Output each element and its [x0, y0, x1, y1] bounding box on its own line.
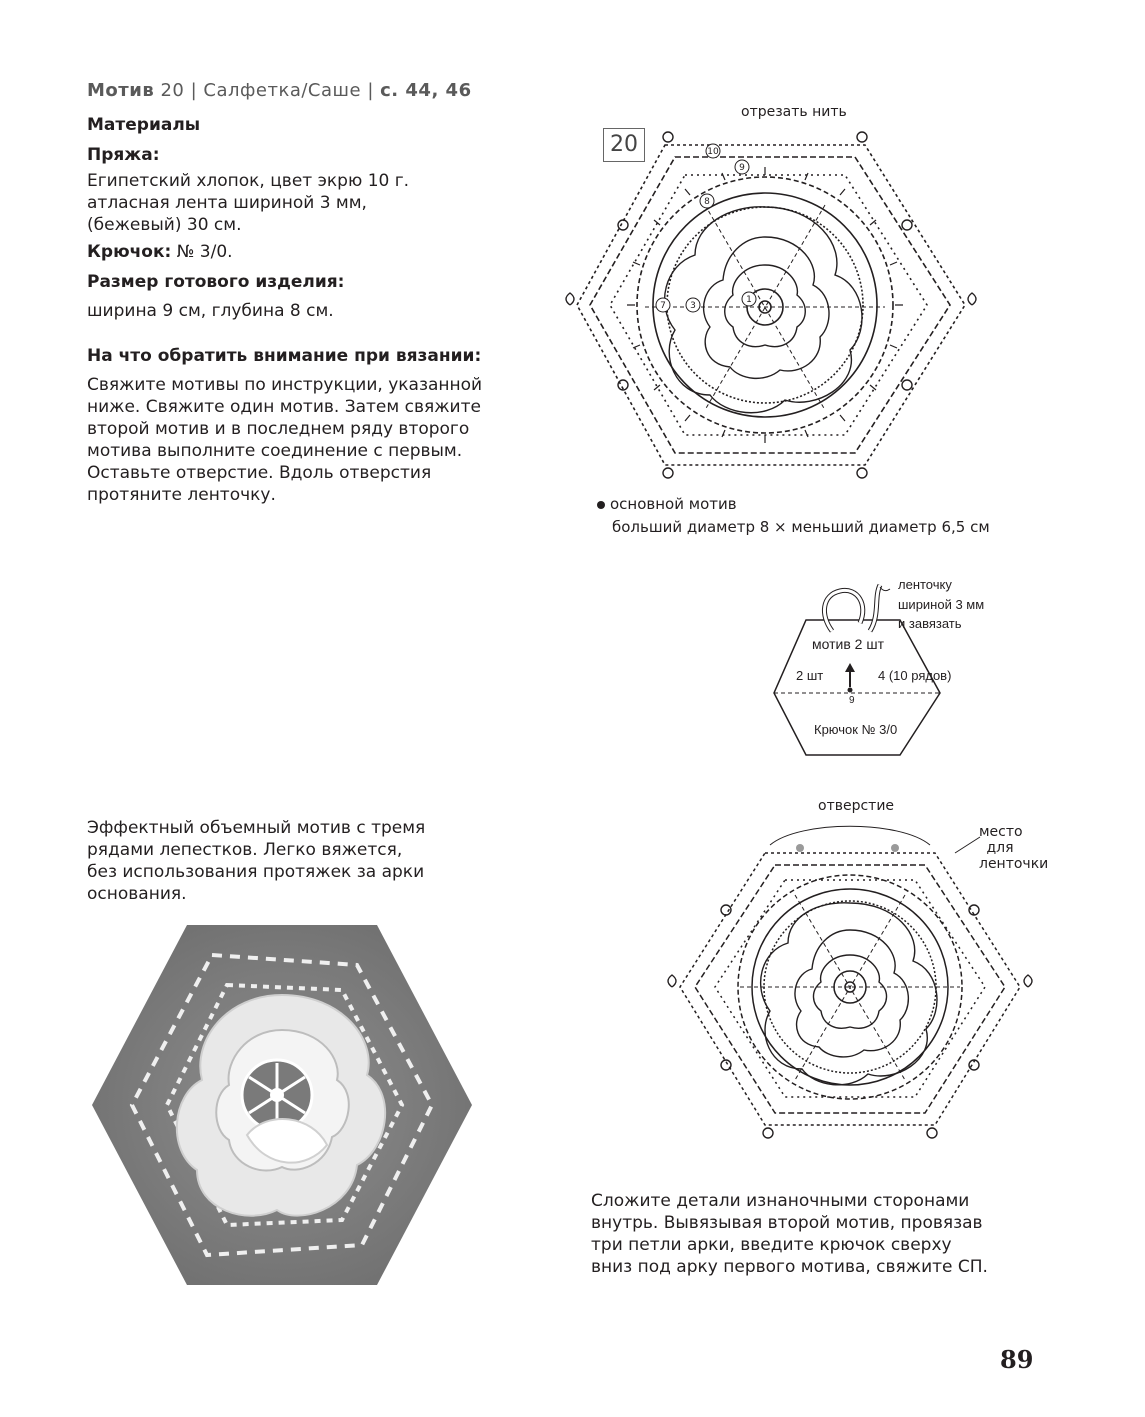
notes-line: Оставьте отверстие. Вдоль отверстия	[87, 463, 432, 483]
notes-line: протяните ленточку.	[87, 485, 276, 505]
size-value: ширина 9 см, глубина 8 см.	[87, 301, 334, 321]
size-heading: Размер готового изделия:	[87, 272, 345, 292]
motif-label: Мотив	[87, 80, 155, 101]
motif-photo	[87, 925, 477, 1285]
row-number: 1	[746, 295, 752, 305]
ribbon-place-line: для	[986, 840, 1014, 856]
ribbon-place-line: ленточки	[979, 856, 1049, 872]
notes-line: Свяжите мотивы по инструкции, указанной	[87, 375, 483, 395]
page-number: 89	[1000, 1345, 1034, 1374]
legend-main-motif: основной мотив	[610, 495, 737, 513]
yarn-line: Египетский хлопок, цвет экрю 10 г.	[87, 171, 410, 191]
row-number: 9	[739, 163, 745, 173]
notes-line: мотива выполните соединение с первым.	[87, 441, 463, 461]
hook-label: Крючок:	[87, 242, 172, 262]
materials-heading: Материалы	[87, 115, 201, 135]
bullet-icon	[596, 500, 606, 510]
width-label: 9	[849, 695, 855, 706]
count-label: 2 шт	[796, 668, 824, 683]
yarn-heading: Пряжа:	[87, 145, 160, 165]
ribbon-label-line: шириной 3 мм	[898, 597, 985, 612]
yarn-line: атласная лента шириной 3 мм,	[87, 193, 367, 213]
ribbon-label-line: и завязать	[898, 616, 962, 631]
instruction-line: вниз под арку первого мотива, свяжите СП.	[591, 1257, 988, 1277]
notes-text	[87, 374, 532, 506]
notes-heading: На что обратить внимание при вязании:	[87, 346, 482, 366]
assembly-instructions	[591, 1190, 1041, 1278]
row-number: 8	[704, 197, 710, 207]
hook-info	[87, 242, 233, 262]
motif-number-box: 20	[603, 128, 645, 162]
notes-line: ниже. Свяжите один мотив. Затем свяжите	[87, 397, 481, 417]
page-reference: с. 44, 46	[380, 80, 472, 101]
row-number: 7	[660, 301, 666, 311]
row-number: 3	[690, 301, 696, 311]
description-line: Эффектный объемный мотив с тремя	[87, 818, 426, 838]
header-separator: |	[190, 80, 198, 101]
cut-thread-label: отрезать нить	[741, 104, 847, 120]
page-header	[87, 80, 472, 101]
motif-number: 20	[160, 80, 185, 101]
notes-line: второй мотив и в последнем ряду второго	[87, 419, 470, 439]
description-line: рядами лепестков. Легко вяжется,	[87, 840, 403, 860]
hook-value: № 3/0.	[176, 242, 233, 262]
rows-label: 4 (10 рядов)	[878, 668, 952, 683]
crochet-chart-main	[565, 115, 985, 495]
yarn-line: (бежевый) 30 см.	[87, 215, 242, 235]
crochet-chart-joined	[660, 815, 1049, 1155]
ribbon-label-line: ленточку	[898, 577, 952, 592]
header-separator: |	[367, 80, 374, 101]
yarn-description	[87, 170, 467, 236]
hook-size-label: Крючок № 3/0	[814, 722, 898, 737]
instruction-line: три петли арки, введите крючок сверху	[591, 1235, 952, 1255]
description-line: без использования протяжек за арки	[87, 862, 425, 882]
item-name: Салфетка/Саше	[203, 80, 362, 101]
row-number: 10	[707, 147, 719, 157]
instruction-line: Сложите детали изнаночными сторонами	[591, 1191, 970, 1211]
hole-label: отверстие	[818, 798, 895, 814]
legend-dimensions: больший диаметр 8 × меньший диаметр 6,5 см	[612, 518, 990, 536]
motif-description	[87, 817, 487, 905]
instruction-line: внутрь. Вывязывая второй мотив, провязав	[591, 1213, 983, 1233]
description-line: основания.	[87, 884, 187, 904]
motif-count-label: мотив 2 шт	[812, 636, 884, 652]
ribbon-place-line: место	[979, 824, 1023, 840]
